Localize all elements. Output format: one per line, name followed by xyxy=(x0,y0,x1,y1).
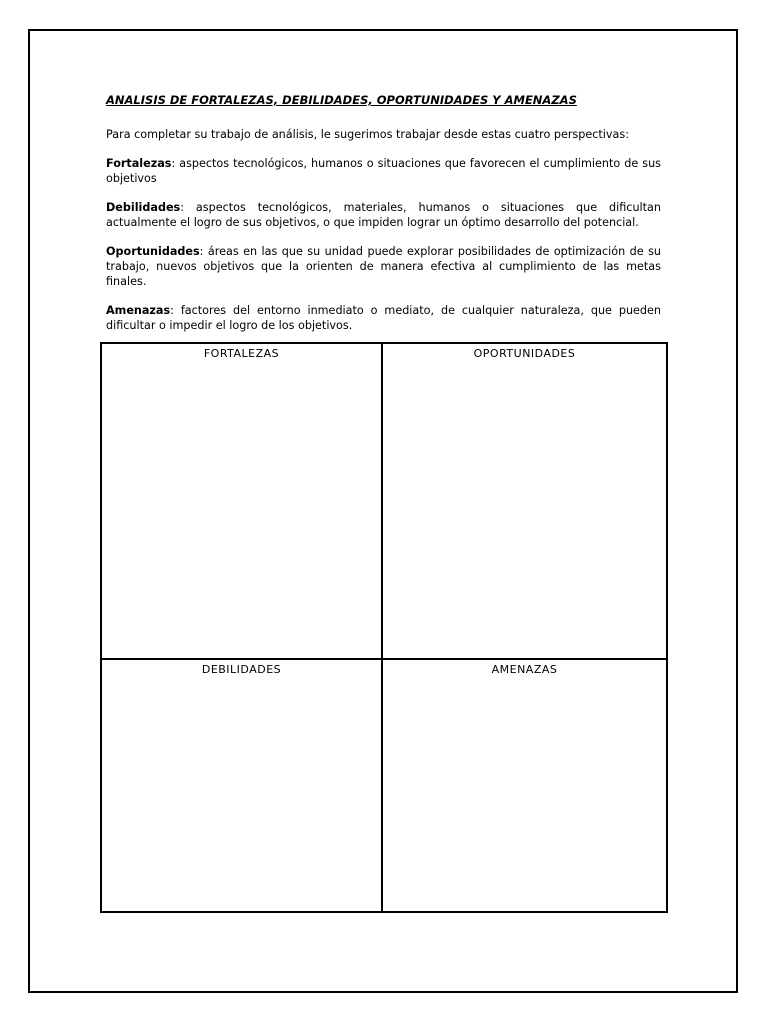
quadrant-label-fortalezas: FORTALEZAS xyxy=(203,347,280,360)
document-content xyxy=(106,92,661,347)
definition-amenazas xyxy=(106,303,661,333)
definition-text: : factores del entorno inmediato o mediato, de cualquier naturaleza, que pueden dificultar o impedir el logro de los objetivos. xyxy=(106,304,661,332)
definition-term: Oportunidades xyxy=(106,245,200,258)
quadrant-fortalezas[interactable] xyxy=(102,344,383,660)
definition-term: Amenazas xyxy=(106,304,171,317)
quadrant-label-amenazas: AMENAZAS xyxy=(491,663,558,676)
swot-table xyxy=(100,342,668,913)
intro-paragraph: Para completar su trabajo de análisis, le sugerimos trabajar desde estas cuatro perspectivas: xyxy=(106,128,629,141)
quadrant-amenazas[interactable] xyxy=(383,660,666,911)
definition-text: : aspectos tecnológicos, humanos o situaciones que favorecen el cumplimiento de sus objetivos xyxy=(106,157,661,185)
quadrant-debilidades[interactable] xyxy=(102,660,383,911)
quadrant-label-debilidades: DEBILIDADES xyxy=(201,663,282,676)
definition-term: Debilidades xyxy=(106,201,181,214)
definition-text: : áreas en las que su unidad puede explorar posibilidades de optimización de su trabajo, nuevos objetivos que la orienten de manera efectiva al cumplimiento de las metas finales. xyxy=(106,245,661,288)
definition-debilidades xyxy=(106,200,661,230)
definition-term: Fortalezas xyxy=(106,157,172,170)
quadrant-label-oportunidades: OPORTUNIDADES xyxy=(473,347,576,360)
definition-fortalezas xyxy=(106,156,661,186)
document-title: ANALISIS DE FORTALEZAS, DEBILIDADES, OPORTUNIDADES Y AMENAZAS xyxy=(106,93,577,107)
definition-text: : aspectos tecnológicos, materiales, humanos o situaciones que dificultan actualmente el logro de sus objetivos, o que impiden lograr un óptimo desarrollo del potencial. xyxy=(106,201,661,229)
definition-oportunidades xyxy=(106,244,661,289)
quadrant-oportunidades[interactable] xyxy=(383,344,666,660)
